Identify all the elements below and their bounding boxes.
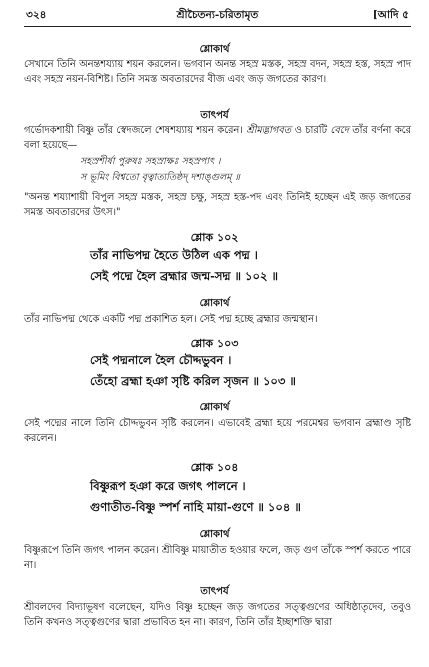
verse-103-translation: সেই পদ্মের নালে তিনি চৌদ্দভুবন সৃষ্টি করলেন। এভাবেই ব্রহ্মা হয়ে পরমেশ্বর ভগবান ব্রহ্মাণ্ড সৃষ্টি করলেন। <box>24 418 411 444</box>
purport-book-title: শ্রীমদ্ভাগবত <box>246 125 292 136</box>
purport-text-end: তাঁর বর্ণনা করে বলা হয়েছে— <box>24 125 412 151</box>
sanskrit-line-1: সহস্রশীর্ষা পুরুষঃ সহস্রাক্ষঃ সহস্রপাৎ । <box>80 156 221 167</box>
page-header <box>26 8 409 24</box>
translation-paragraph: সেখানে তিনি অনন্তশয্যায় শয়ন করলেন। ভগবান অনন্ত সহস্র মস্তক, সহস্র বদন, সহস্র হস্ত, সহস্র পাদ এবং সহস্র নয়ন-বিশিষ্ট। তিনি সমস্ত অবতারদের বীজ এবং জড় জগতের কারণ। <box>24 59 411 85</box>
verse-104-translation: বিষ্ণুরূপে তিনি জগৎ পালন করেন। শ্রীবিষ্ণু মায়াতীত হওয়ার ফলে, জড় গুণ তাঁকে স্পর্শ করতে পারে না। <box>24 545 411 571</box>
verse-104-translation-heading: শ্লোকার্থ <box>199 529 230 540</box>
verse-103-line-1: সেই পদ্মনালে হৈল চৌদ্দভুবন । <box>90 353 232 367</box>
verse-103-translation-heading: শ্লোকার্থ <box>199 402 230 413</box>
verse-104-purport: শ্রীবলদেব বিদ্যাভূষণ বলেছেন, যদিও বিষ্ণু হচ্ছেন জড় জগতের সত্ত্বগুণের অধিষ্ঠাতৃদেব, তবুও তিনি কখনও সত্ত্বগুণের দ্বারা প্রভাবিত হন না। কারণ, তিনি তাঁর ইচ্ছাশক্তি দ্বারা <box>24 602 411 628</box>
header-rule <box>24 26 411 27</box>
purport-paragraph <box>24 123 411 153</box>
running-title: শ্রীচৈতন্য-চরিতামৃত <box>176 9 259 21</box>
verse-102-line-1: তাঁর নাভিপদ্ম হৈতে উঠিল এক পদ্ম । <box>90 248 258 262</box>
purport-vedas: বেদে <box>330 125 349 136</box>
page-number: ৩২৪ <box>26 9 47 21</box>
verse-104-line-1: বিষ্ণুরূপ হঞা করে জগৎ পালনে । <box>90 479 246 493</box>
verse-102-translation-heading: শ্লোকার্থ <box>199 298 230 309</box>
purport-text-mid: ও চারটি <box>291 125 331 136</box>
verse-102-heading: শ্লোক ১০২ <box>190 231 239 244</box>
verse-104-purport-heading: তাৎপর্য <box>200 586 229 597</box>
purport-heading: তাৎপর্য <box>200 110 229 121</box>
sanskrit-line-2: স ভূমিং বিশ্বতো বৃত্বাত্যতিষ্ঠদ্ দশাঙ্গুলম্ ॥ <box>80 172 240 183</box>
verse-103-line-2: তেঁহো ব্রহ্মা হঞা সৃষ্টি করিল সৃজন ॥ ১০৩ ॥ <box>90 374 296 388</box>
verse-104-line-2: গুণাতীত-বিষ্ণু স্পর্শ নাহি মায়া-গুণে ॥ ১০৪ ॥ <box>90 500 301 514</box>
verse-102-line-2: সেই পদ্মে হৈল ব্রহ্মার জন্ম-সদ্ম ॥ ১০২ ॥ <box>90 269 278 283</box>
verse-103-heading: শ্লোক ১০৩ <box>190 337 239 350</box>
translation-heading: শ্লোকার্থ <box>199 44 230 55</box>
chapter-reference: [আদি ৫ <box>372 9 409 21</box>
verse-102-translation: তাঁর নাভিপদ্ম থেকে একটি পদ্ম প্রকাশিত হল। সেই পদ্ম হচ্ছে ব্রহ্মার জন্মস্থান। <box>24 314 318 325</box>
purport-text-start: গর্ভোদকশায়ী বিষ্ণু তাঁর স্বেদজলে শেষশয্যায় শয়ন করেন। <box>24 125 247 136</box>
verse-104-heading: শ্লোক ১০৪ <box>190 461 239 474</box>
quote-paragraph: "অনন্ত শয্যাশায়ী বিপুল সহস্র মস্তক, সহস্র চক্ষু, সহস্র হস্ত-পদ এবং তিনিই হচ্ছেন এই জড় জগতের সমস্ত অবতারদের উৎস।" <box>24 192 411 218</box>
